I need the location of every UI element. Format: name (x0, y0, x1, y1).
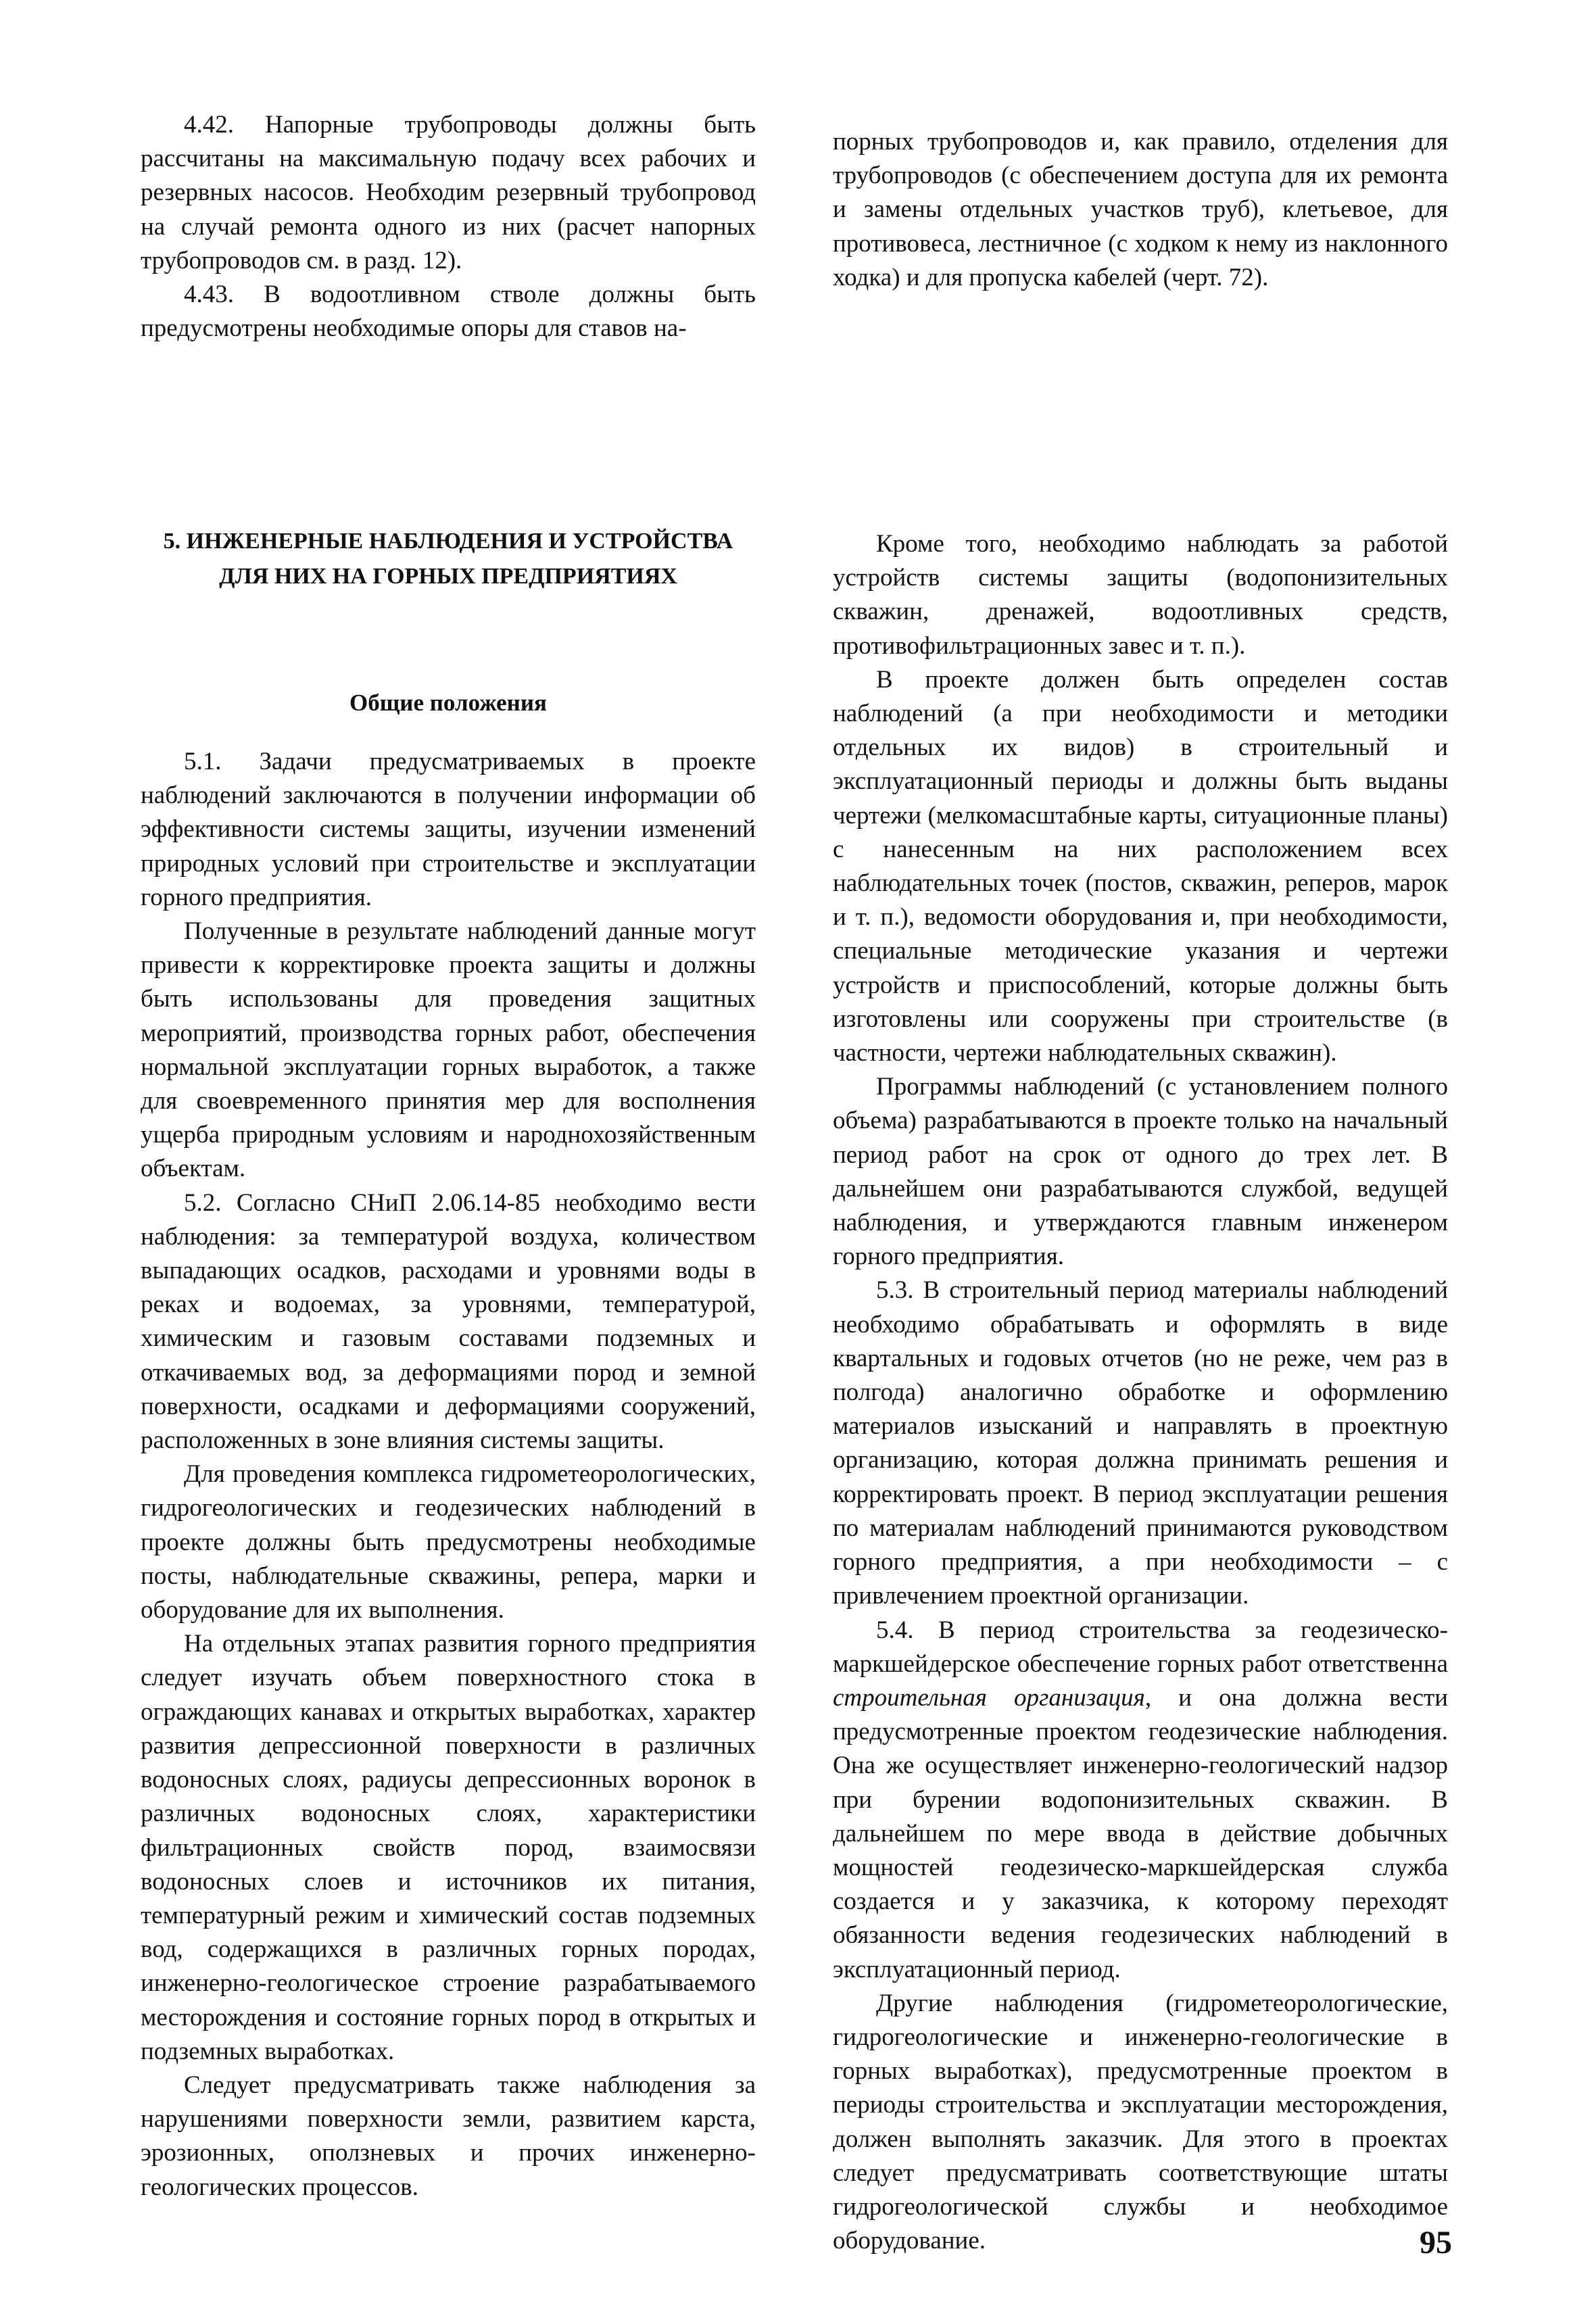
paragraph-5-2: 5.2. Согласно СНиП 2.06.14-85 необходимо вести наблюдения: за температурой воздуха, количеством выпадающих осадков, расходами и уровнями воды в реках и водоемах, за уровнями, температурой, химическим и газовым составами подземных и откачиваемых вод, за деформациями пород и земной поверхности, осадками и деформациями сооружений, расположенных в зоне влияния системы защиты. (141, 1188, 756, 1455)
paragraph-5-1: 5.1. Задачи предусматриваемых в проекте наблюдений заключаются в получении информации об эффективности системы защиты, изучении изменений природных условий при строительстве и эксплуатации горного предприятия. (141, 748, 756, 911)
paragraph-surface-disturbances: Следует предусматривать также наблюдения за нарушениями поверхности земли, развитием карста, эрозионных, оползневых и прочих инженерно-геологических процессов. (141, 2071, 756, 2201)
paragraph-5-3: 5.3. В строительный период материалы наблюдений необходимо обрабатывать и оформлять в виде квартальных и годовых отчетов (но не реже, чем раз в полгода) аналогично обработке и оформлению материалов изысканий и направлять в проектную организацию, которая должна принимать решения и корректировать проект. В период эксплуатации решения по материалам наблюдений принимаются руководством горного предприятия, а при необходимости – с привлечением проектной организации. (833, 1276, 1448, 1610)
paragraph-5-4-part-1: 5.4. В период строительства за геодезическо-маркшейдерское обеспечение горных работ ответственна (833, 1616, 1448, 1678)
left-column-body (141, 745, 756, 2204)
section-title-line-2: ДЛЯ НИХ НА ГОРНЫХ ПРЕДПРИЯТИЯХ (219, 564, 677, 589)
paragraph-other-observations: Другие наблюдения (гидрометеорологические, гидрогеологические и инженерно-геологические в горных выработках), предусмотренные проектом в периоды строительства и эксплуатации месторождения, должен выполнять заказчик. Для этого в проектах следует предусматривать соответствующие штаты гидрогеологической службы и необходимое оборудование. (833, 1989, 1448, 2255)
right-column-body (833, 527, 1448, 2258)
top-left-column (141, 108, 756, 345)
paragraph-results: Полученные в результате наблюдений данные могут привести к корректировке проекта защиты и должны быть использованы для проведения защитных мероприятий, производства горных работ, обеспечения нормальной эксплуатации горных выработок, а также для своевременного принятия мер для восполнения ущерба природным условиям и народнохозяйственным объектам. (141, 917, 756, 1183)
paragraph-5-4-emphasis: строительная организация (833, 1683, 1145, 1712)
paragraph-protection-devices: Кроме того, необходимо наблюдать за работой устройств системы защиты (водопонизительных скважин, дренажей, водоотливных средств, противофильтрационных завес и т. п.). (833, 530, 1448, 660)
section-title (141, 524, 756, 594)
subheading-general-provisions: Общие положения (349, 690, 547, 716)
page-number: 95 (1420, 2225, 1452, 2261)
paragraph-4-43: 4.43. В водоотливном стволе должны быть предусмотрены необходимые опоры для ставов на- (141, 281, 756, 343)
top-right-column (833, 125, 1448, 295)
paragraph-complex-observations: Для проведения комплекса гидрометеорологических, гидрогеологических и геодезических наблюдений в проекте должны быть предусмотрены необходимые посты, наблюдательные скважины, репера, марки и оборудование для их выполнения. (141, 1460, 756, 1624)
paragraph-4-42: 4.42. Напорные трубопроводы должны быть рассчитаны на максимальную подачу всех рабочих и резервных насосов. Необходим резервный трубопровод на случай ремонта одного из них (расчет напорных трубопроводов см. в разд. 12). (141, 111, 756, 274)
paragraph-5-4 (833, 1614, 1448, 1987)
paragraph-4-43-continued: порных трубопроводов и, как правило, отделения для трубопроводов (с обеспечением доступа для их ремонта и замены отдельных участков труб), клетьевое, для противовеса, лестничное (с ходком к нему из наклонного ходка) и для пропуска кабелей (черт. 72). (833, 128, 1448, 291)
paragraph-project-composition: В проекте должен быть определен состав наблюдений (а при необходимости и методики отдельных их видов) в строительный и эксплуатационный периоды и должны быть выданы чертежи (мелкомасштабные карты, ситуационные планы) с нанесенным на них расположением всех наблюдательных точек (постов, скважин, реперов, марок и т. п.), ведомости оборудования и, при необходимости, специальные методические указания и чертежи устройств и приспособлений, которые должны быть изготовлены или сооружены при строительстве (в частности, чертежи наблюдательных скважин). (833, 665, 1448, 1067)
paragraph-5-4-part-2: , и она должна вести предусмотренные проектом геодезические наблюдения. Она же осуществляет инженерно-геологический надзор при бурении водопонизительных скважин. В дальнейшем по мере ввода в действие добычных мощностей геодезическо-маркшейдерская служба создается и у заказчика, к которому переходят обязанности ведения геодезических наблюдений в эксплуатационный период. (833, 1683, 1448, 1983)
paragraph-development-stages: На отдельных этапах развития горного предприятия следует изучать объем поверхностного стока в ограждающих канавах и открытых выработках, характер развития депрессионной поверхности в различных водоносных слоях, радиусы депрессионных воронок в различных водоносных слоях, характеристики фильтрационных свойств пород, взаимосвязи водоносных слоев и источников их питания, температурный режим и химический состав подземных вод, содержащихся в различных горных породах, инженерно-геологическое строение разрабатываемого месторождения и состояние горных пород в открытых и подземных выработках. (141, 1630, 756, 2065)
paragraph-observation-programs: Программы наблюдений (с установлением полного объема) разрабатываются в проекте только на начальный период работ на срок от одного до трех лет. В дальнейшем они разрабатываются службой, ведущей наблюдения, и утверждаются главным инженером горного предприятия. (833, 1073, 1448, 1271)
section-title-line-1: 5. ИНЖЕНЕРНЫЕ НАБЛЮДЕНИЯ И УСТРОЙСТВА (163, 529, 733, 554)
